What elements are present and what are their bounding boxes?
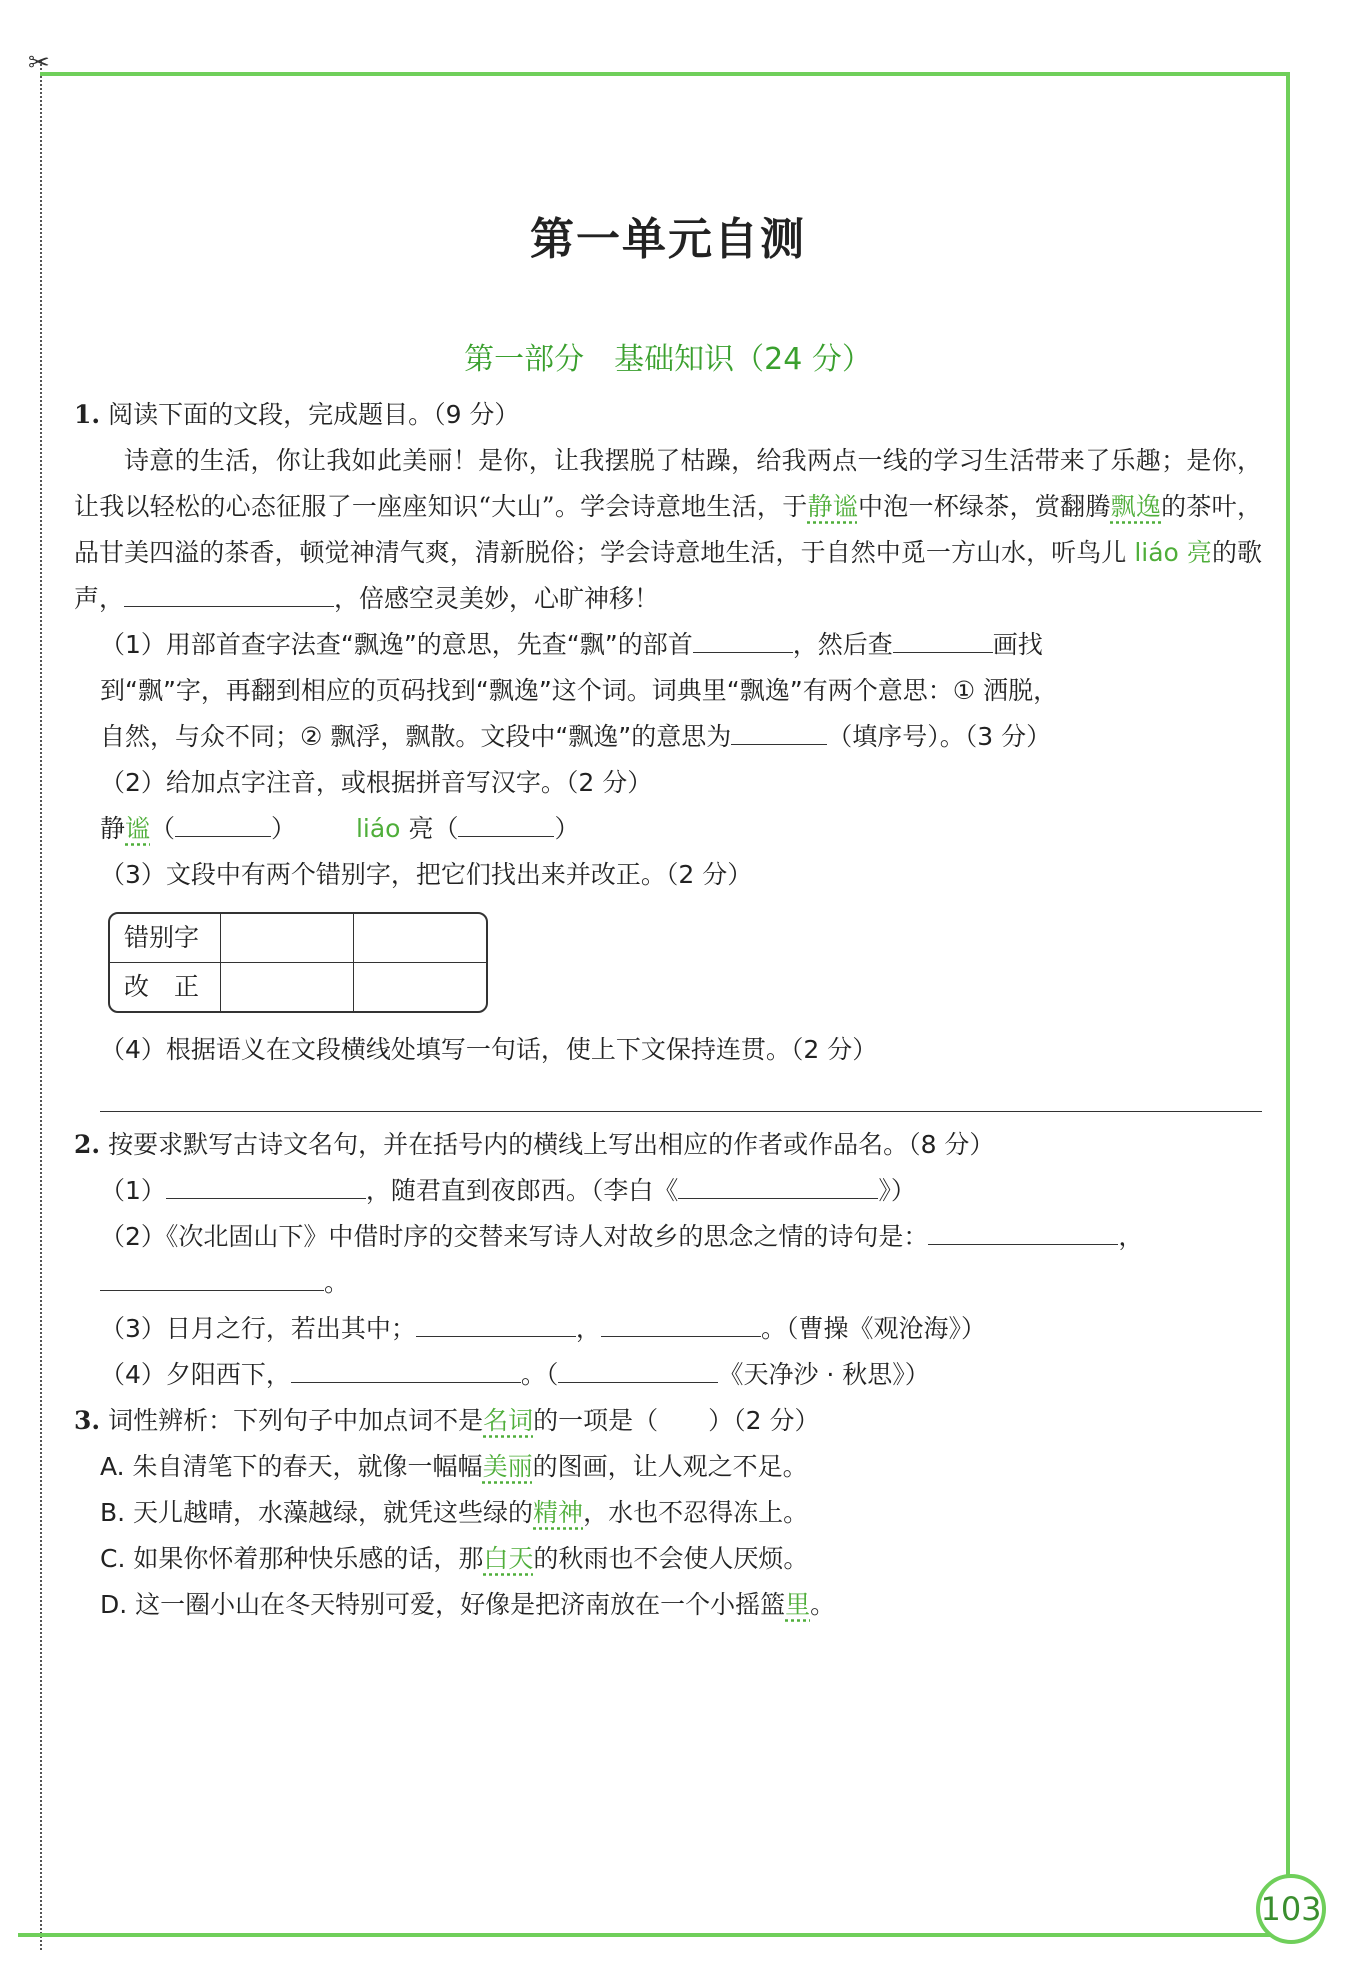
- sub-question-text: （1）用部首查字法查“飘逸”的意思，先查“飘”的部首: [100, 630, 693, 659]
- passage-text: 中泡一杯绿茶，赏翻腾: [857, 492, 1111, 521]
- option-text: B. 天儿越晴，水藻越绿，就凭这些绿的: [100, 1498, 534, 1527]
- item-text: 》）: [878, 1176, 916, 1205]
- question-text: 的一项是（ ）（2 分）: [533, 1406, 820, 1435]
- marked-word: 静谧: [807, 492, 858, 521]
- item-text: ，: [1118, 1222, 1144, 1251]
- bracket: ）: [271, 814, 297, 843]
- table-cell[interactable]: [221, 914, 354, 963]
- sub-question-1: [74, 622, 1262, 668]
- sub-question-text: 到“飘”字，再翻到相应的页码找到“飘逸”这个词。词典里“飘逸”有两个意思：① 洒脱，: [100, 676, 1059, 705]
- marked-word: 亮: [1186, 538, 1212, 567]
- answer-blank[interactable]: [458, 806, 554, 837]
- item-text: （1）: [100, 1176, 166, 1205]
- item-text: （3）日月之行，若出其中；: [100, 1314, 416, 1343]
- table-cell[interactable]: [354, 963, 486, 1011]
- sub-question-1-cont: [74, 668, 1262, 714]
- answer-blank[interactable]: [893, 622, 993, 653]
- option-text: 。: [810, 1590, 836, 1619]
- passage-text: ，倍感空灵美妙，心旷神移！: [334, 584, 660, 613]
- q2-item-3: [74, 1306, 1262, 1352]
- option-c[interactable]: [74, 1536, 1262, 1582]
- option-text: 的秋雨也不会使人厌烦。: [533, 1544, 809, 1573]
- item-text: 。: [324, 1268, 350, 1297]
- item-text: ，: [575, 1314, 601, 1343]
- correction-table: [108, 912, 488, 1013]
- answer-blank[interactable]: [100, 1260, 324, 1291]
- passage-text: 的茶叶，品甘美四溢的茶香，顿觉神清气爽，清新脱俗；学会诗意地生活，于自然中觅一方山水，听鸟儿: [74, 492, 1262, 567]
- option-text: A. 朱自清笔下的春天，就像一幅幅: [100, 1452, 483, 1481]
- answer-blank[interactable]: [601, 1306, 761, 1337]
- pinyin-text: liáo: [355, 814, 401, 843]
- question-text: 按要求默写古诗文名句，并在括号内的横线上写出相应的作者或作品名。（8 分）: [108, 1130, 995, 1159]
- marked-word: 美丽: [482, 1452, 533, 1481]
- answer-blank[interactable]: [731, 714, 827, 745]
- pinyin-text: liáo: [1134, 538, 1179, 567]
- option-d[interactable]: [74, 1582, 1262, 1628]
- table-cell[interactable]: [354, 914, 486, 963]
- sub-question-text: 自然，与众不同；② 飘浮，飘散。文段中“飘逸”的意思为: [100, 722, 732, 751]
- question-number: 1.: [74, 400, 101, 429]
- question-number: 3.: [74, 1406, 101, 1435]
- marked-word: 白天: [483, 1544, 534, 1573]
- sub-question-3: （3）文段中有两个错别字，把它们找出来并改正。（2 分）: [100, 860, 753, 889]
- item-text: ，随君直到夜郎西。（李白《: [365, 1176, 679, 1205]
- table-row-label: 错别字: [110, 914, 221, 963]
- question-text: 阅读下面的文段，完成题目。（9 分）: [108, 400, 520, 429]
- page-frame-bottom: [18, 1933, 1280, 1937]
- item-text: （2）《次北固山下》中借时序的交替来写诗人对故乡的思念之情的诗句是：: [100, 1222, 929, 1251]
- bracket: ）: [554, 814, 580, 843]
- sub-question-2-answers: [74, 806, 1262, 852]
- page-number: 103: [1256, 1874, 1326, 1944]
- question-1-prompt: [74, 392, 1262, 438]
- marked-word: 里: [785, 1590, 811, 1619]
- answer-blank[interactable]: [416, 1306, 576, 1337]
- answer-blank[interactable]: [928, 1214, 1118, 1245]
- question-text: 词性辨析：下列句子中加点词不是: [108, 1406, 484, 1435]
- item-text: 。（曹操《观沧海》）: [760, 1314, 986, 1343]
- answer-line[interactable]: [100, 1073, 1262, 1112]
- reading-passage: [74, 438, 1262, 622]
- item-text: （4）夕阳西下，: [100, 1360, 291, 1389]
- answer-blank[interactable]: [291, 1352, 521, 1383]
- bracket: （: [150, 814, 176, 843]
- answer-blank[interactable]: [693, 622, 793, 653]
- q2-item-2-cont: [74, 1260, 1262, 1306]
- scissors-icon: ✂: [28, 48, 50, 78]
- word-char: 静: [100, 814, 126, 843]
- table-row-label: 改 正: [110, 963, 221, 1011]
- section-title: 第一部分 基础知识（24 分）: [464, 342, 872, 377]
- sub-question-2: （2）给加点字注音，或根据拼音写汉字。（2 分）: [100, 768, 653, 797]
- q2-item-2: [74, 1214, 1262, 1260]
- option-a[interactable]: [74, 1444, 1262, 1490]
- page-title: 第一单元自测: [530, 214, 806, 265]
- option-text: D. 这一圈小山在冬天特别可爱，好像是把济南放在一个小摇篮: [100, 1590, 786, 1619]
- marked-word: 谧: [125, 814, 151, 843]
- question-2-prompt: [74, 1122, 1262, 1168]
- passage-text: 诗意的生活，你让我如此美丽！是你，让我摆脱了枯躁，给我两点一线的学习生活带来了乐趣；是你，让我以轻松的心态征服了一座座知识“大山”。学会诗意地生活，于: [74, 446, 1262, 521]
- sub-question-text: ，然后查: [792, 630, 893, 659]
- bracket: （: [433, 814, 459, 843]
- item-text: 《天净沙 · 秋思》）: [718, 1360, 930, 1389]
- sub-question-4: （4）根据语义在文段横线处填写一句话，使上下文保持连贯。（2 分）: [100, 1035, 878, 1064]
- sub-question-1-cont: [74, 714, 1262, 760]
- option-b[interactable]: [74, 1490, 1262, 1536]
- marked-word: 飘逸: [1110, 492, 1162, 521]
- worksheet-content: [74, 210, 1262, 1628]
- marked-word: 精神: [533, 1498, 584, 1527]
- marked-word: 名词: [483, 1406, 534, 1435]
- question-3-prompt: [74, 1398, 1262, 1444]
- word-char: 亮: [408, 814, 434, 843]
- item-text: 。（: [520, 1360, 559, 1389]
- option-text: ，水也不忍得冻上。: [583, 1498, 809, 1527]
- q2-item-1: [74, 1168, 1262, 1214]
- option-text: C. 如果你怀着那种快乐感的话，那: [100, 1544, 484, 1573]
- answer-blank[interactable]: [678, 1168, 878, 1199]
- answer-blank[interactable]: [166, 1168, 366, 1199]
- question-number: 2.: [74, 1130, 101, 1159]
- sub-question-text: 画找: [992, 630, 1043, 659]
- answer-blank[interactable]: [558, 1352, 718, 1383]
- q2-item-4: [74, 1352, 1262, 1398]
- option-text: 的图画，让人观之不足。: [532, 1452, 808, 1481]
- answer-blank[interactable]: [124, 576, 334, 607]
- table-cell[interactable]: [221, 963, 354, 1011]
- sub-question-text: （填序号）。（3 分）: [827, 722, 1052, 751]
- answer-blank[interactable]: [175, 806, 271, 837]
- passage-text: 的歌声，: [74, 538, 1262, 613]
